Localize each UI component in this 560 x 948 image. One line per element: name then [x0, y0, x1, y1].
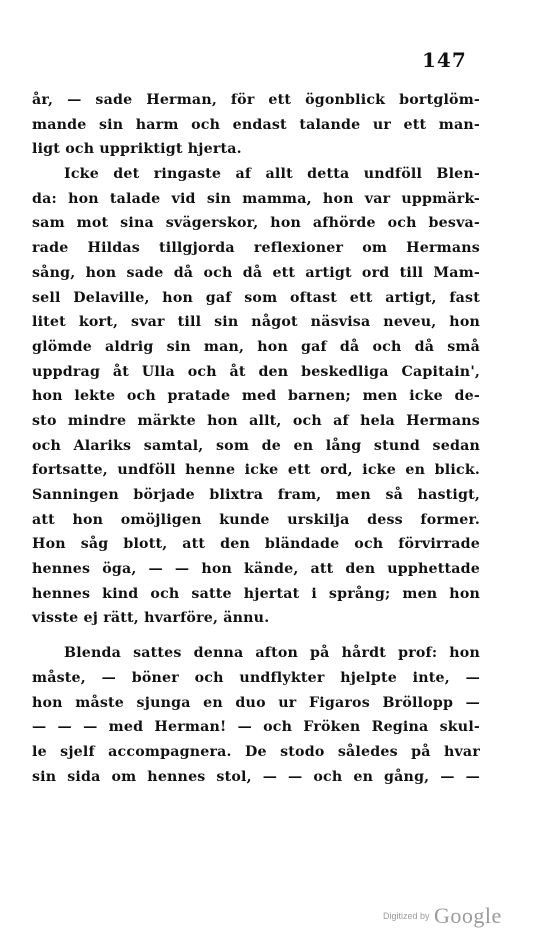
- text-line: Hon såg blott, att den bländade och förvirrade: [32, 536, 480, 553]
- text-line: le sjelf accompagnera. De stodo således på hvar: [32, 743, 480, 760]
- page-number: 147: [422, 48, 467, 72]
- text-line: att hon omöjligen kunde urskilja dess former.: [32, 511, 480, 528]
- google-logo: Google: [433, 903, 502, 928]
- digitized-by-watermark: [383, 903, 502, 929]
- text-line: sin sida om hennes stol, — — och en gång, — —: [32, 768, 480, 785]
- text-line: sam mot sina svägerskor, hon afhörde och besva-: [32, 215, 480, 232]
- text-line: sto mindre märkte hon allt, och af hela Hermans: [32, 412, 480, 429]
- text-line: rade Hildas tillgjorda reflexioner om Hermans: [32, 240, 480, 257]
- text-line: glömde aldrig sin man, hon gaf då och då små: [32, 338, 480, 355]
- text-line: mande sin harm och endast talande ur ett man-: [32, 116, 480, 133]
- text-line: sång, hon sade då och då ett artigt ord till Mam-: [32, 264, 480, 281]
- paragraph-start-line: Blenda sattes denna afton på hårdt prof: hon: [64, 645, 480, 662]
- digitized-by-label: Digitized by: [383, 911, 430, 921]
- body-text: [32, 88, 480, 789]
- text-line: sell Delaville, hon gaf som oftast ett artigt, fast: [32, 289, 480, 306]
- text-line: och Alariks samtal, som de en lång stund sedan: [32, 437, 480, 454]
- text-line: hennes öga, — — hon kände, att den upphettade: [32, 561, 480, 578]
- text-line: hon lekte och pratade med barnen; men icke de-: [32, 388, 480, 405]
- text-line: Sanningen började blixtra fram, men så hastigt,: [32, 487, 480, 503]
- text-line: hon måste sjunga en duo ur Figaros Bröllopp —: [32, 694, 480, 711]
- text-line: måste, — böner och undflykter hjelpte inte, —: [32, 669, 480, 686]
- text-line: ligt och uppriktigt hjerta.: [32, 141, 242, 158]
- text-line: — — — med Herman! — och Fröken Regina skul-: [32, 719, 480, 736]
- paragraph-gap: [32, 631, 480, 641]
- text-line: uppdrag åt Ulla och åt den beskedliga Capitain',: [32, 363, 480, 380]
- text-line: fortsatte, undföll henne icke ett ord, icke en blick.: [32, 462, 480, 479]
- text-line: da: hon talade vid sin mamma, hon var uppmärk-: [32, 190, 480, 207]
- text-line: litet kort, svar till sin något näsvisa neveu, hon: [32, 314, 480, 331]
- text-line: hennes kind och satte hjertat i språng; men hon: [32, 585, 480, 602]
- text-line: år, — sade Herman, för ett ögonblick bortglöm-: [32, 92, 480, 108]
- text-line: visste ej rätt, hvarföre, ännu.: [32, 610, 270, 627]
- paragraph-start-line: Icke det ringaste af allt detta undföll Blen-: [64, 166, 480, 183]
